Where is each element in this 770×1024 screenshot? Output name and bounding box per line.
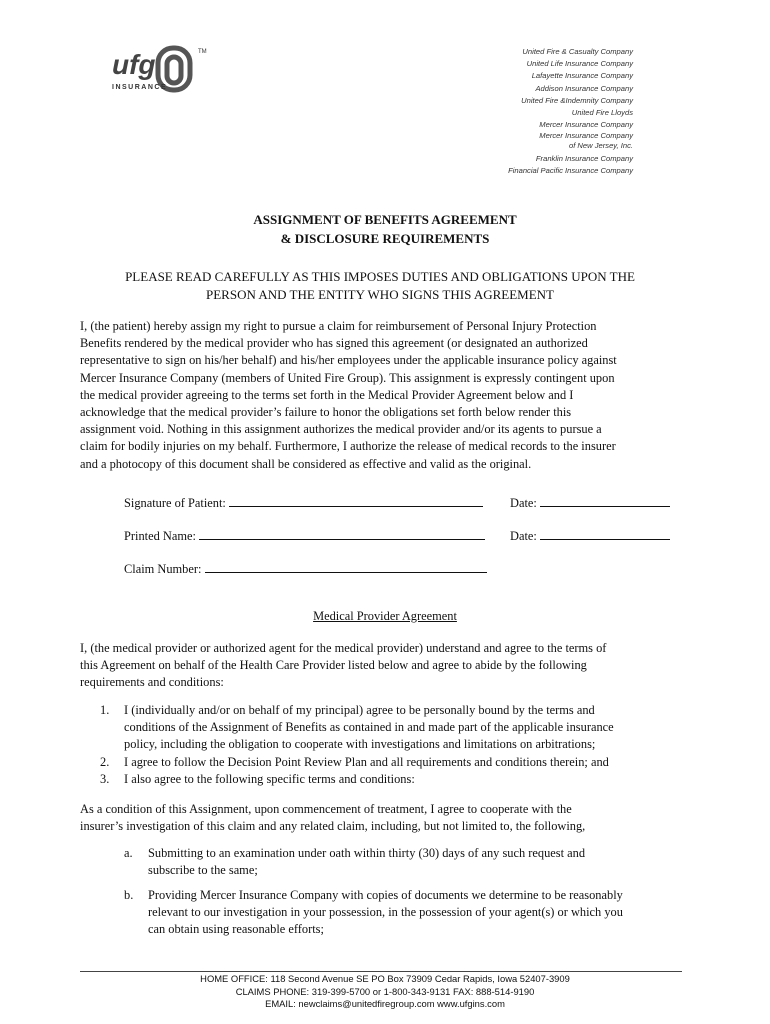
- date-row-1: [510, 495, 670, 511]
- printed-name-field[interactable]: [199, 528, 485, 540]
- list-number: 2.: [100, 754, 110, 769]
- document-title: [0, 210, 770, 248]
- list-item: [100, 754, 700, 771]
- list-letter: b.: [124, 888, 134, 902]
- company-name: United Fire & Casualty Company: [522, 47, 633, 56]
- paragraph-line: this Agreement on behalf of the Health Care Provider listed below and agree to abide by the following: [80, 658, 587, 673]
- list-number: 3.: [100, 771, 110, 786]
- date-row-2: [510, 528, 670, 544]
- date-field-1[interactable]: [540, 495, 670, 507]
- paragraph-line: assignment void. Nothing in this assignment authorizes the medical provider and/or its agents to pursue a: [80, 422, 602, 437]
- date-label: Date:: [510, 496, 537, 510]
- numbered-list: [100, 702, 700, 788]
- warning-line: PERSON AND THE ENTITY WHO SIGNS THIS AGREEMENT: [206, 287, 554, 302]
- list-item: [124, 845, 684, 879]
- list-item-line: subscribe to the same;: [148, 863, 258, 878]
- logo-wordmark: ufg: [112, 49, 156, 80]
- paragraph-line: insurer’s investigation of this claim and any related claim, including, but not limited to, the following,: [80, 819, 586, 834]
- logo-tagline: INSURANCE: [112, 84, 168, 91]
- warning-line: PLEASE READ CAREFULLY AS THIS IMPOSES DUTIES AND OBLIGATIONS UPON THE: [125, 269, 635, 284]
- date-field-2[interactable]: [540, 528, 670, 540]
- printed-name-label: Printed Name:: [124, 529, 196, 543]
- footer: [0, 973, 770, 1011]
- claim-number-row: [124, 561, 487, 577]
- company-name: Mercer Insurance Company: [539, 120, 633, 130]
- lettered-list-item-b: [124, 887, 684, 939]
- footer-phone: CLAIMS PHONE: 319-399-5700 or 1-800-343-9131 FAX: 888-514-9190: [235, 985, 535, 997]
- list-item-line: relevant to our investigation in your possession, in the possession of your agent(s) or which you: [148, 905, 623, 920]
- assignment-paragraph: [80, 318, 692, 473]
- signature-field[interactable]: [229, 495, 483, 507]
- company-name: of New Jersey, Inc.: [568, 141, 633, 151]
- paragraph-line: Mercer Insurance Company (members of United Fire Group). This assignment is expressly contingent upon: [80, 370, 615, 385]
- provider-intro-paragraph: [80, 640, 692, 692]
- footer-contact[interactable]: EMAIL: newclaims@unitedfiregroup.com www.ufgins.com: [265, 998, 505, 1009]
- list-item-line: can obtain using reasonable efforts;: [148, 922, 324, 937]
- list-item: [100, 702, 700, 754]
- company-name: United Fire Lloyds: [571, 108, 633, 118]
- list-item-line: I agree to follow the Decision Point Review Plan and all requirements and conditions therein; and: [124, 754, 609, 769]
- list-item-line: Submitting to an examination under oath within thirty (30) days of any such request and: [148, 846, 586, 860]
- warning-notice: [80, 268, 680, 304]
- paragraph-line: I, (the medical provider or authorized agent for the medical provider) understand and agree to the terms of: [80, 641, 607, 655]
- paragraph-line: requirements and conditions:: [80, 675, 224, 690]
- paragraph-line: representative to sign on his/her behalf) and his/her employees under the applicable insurance policy against: [80, 353, 617, 368]
- lettered-list-item-a: [124, 845, 684, 879]
- claim-number-field[interactable]: [205, 561, 487, 573]
- paragraph-line: As a condition of this Assignment, upon commencement of treatment, I agree to cooperate with the: [80, 802, 572, 816]
- company-name: Lafayette Insurance Company: [531, 71, 633, 81]
- company-list: [508, 46, 633, 177]
- paragraph-line: claim for bodily injuries on my behalf. Furthermore, I authorize the release of medical records to the insurer: [80, 439, 616, 454]
- list-item-line: I (individually and/or on behalf of my principal) agree to be personally bound by the terms and: [124, 703, 595, 717]
- paragraph-line: I, (the patient) hereby assign my right to pursue a claim for reimbursement of Personal Injury Protection: [80, 319, 597, 333]
- company-name: United Life Insurance Company: [526, 59, 633, 69]
- date-label: Date:: [510, 529, 537, 543]
- footer-address: HOME OFFICE: 118 Second Avenue SE PO Box 73909 Cedar Rapids, Iowa 52407-3909: [200, 973, 570, 984]
- printed-name-row: [124, 528, 485, 544]
- paragraph-line: Benefits rendered by the medical provider who has signed this agreement (or designated an authorized: [80, 336, 588, 351]
- provider-agreement-heading: Medical Provider Agreement: [313, 609, 457, 623]
- logo-trademark: TM: [198, 49, 207, 55]
- title-line: & DISCLOSURE REQUIREMENTS: [280, 231, 490, 246]
- signature-label: Signature of Patient:: [124, 496, 226, 510]
- list-item: [100, 771, 700, 788]
- list-letter: a.: [124, 846, 133, 860]
- paragraph-line: and a photocopy of this document shall be considered as effective and valid as the original.: [80, 456, 532, 471]
- list-number: 1.: [100, 703, 110, 717]
- list-item-line: conditions of the Assignment of Benefits as contained in and made part of the applicable insurance: [124, 720, 614, 735]
- condition-paragraph: [80, 801, 692, 835]
- ufg-logo: [110, 44, 210, 98]
- claim-number-label: Claim Number:: [124, 562, 202, 576]
- company-name: Mercer Insurance Company: [539, 131, 633, 141]
- list-item: [124, 887, 684, 939]
- title-line: ASSIGNMENT OF BENEFITS AGREEMENT: [253, 212, 517, 227]
- paragraph-line: the medical provider agreeing to the terms set forth in the Medical Provider Agreement below and I: [80, 387, 574, 402]
- paragraph-line: acknowledge that the medical provider’s failure to honor the obligations set forth below render this: [80, 405, 572, 420]
- company-name: Addison Insurance Company: [535, 83, 633, 93]
- footer-divider: [80, 971, 682, 972]
- list-item-line: Providing Mercer Insurance Company with copies of documents we determine to be reasonably: [148, 888, 623, 902]
- list-item-line: I also agree to the following specific terms and conditions:: [124, 771, 415, 786]
- company-name: Franklin Insurance Company: [535, 153, 633, 163]
- company-name: Financial Pacific Insurance Company: [508, 165, 633, 175]
- company-name: United Fire &Indemnity Company: [521, 95, 633, 105]
- list-item-line: policy, including the obligation to cooperate with investigations and limitations on arbitrations;: [124, 737, 596, 752]
- signature-row: [124, 495, 483, 511]
